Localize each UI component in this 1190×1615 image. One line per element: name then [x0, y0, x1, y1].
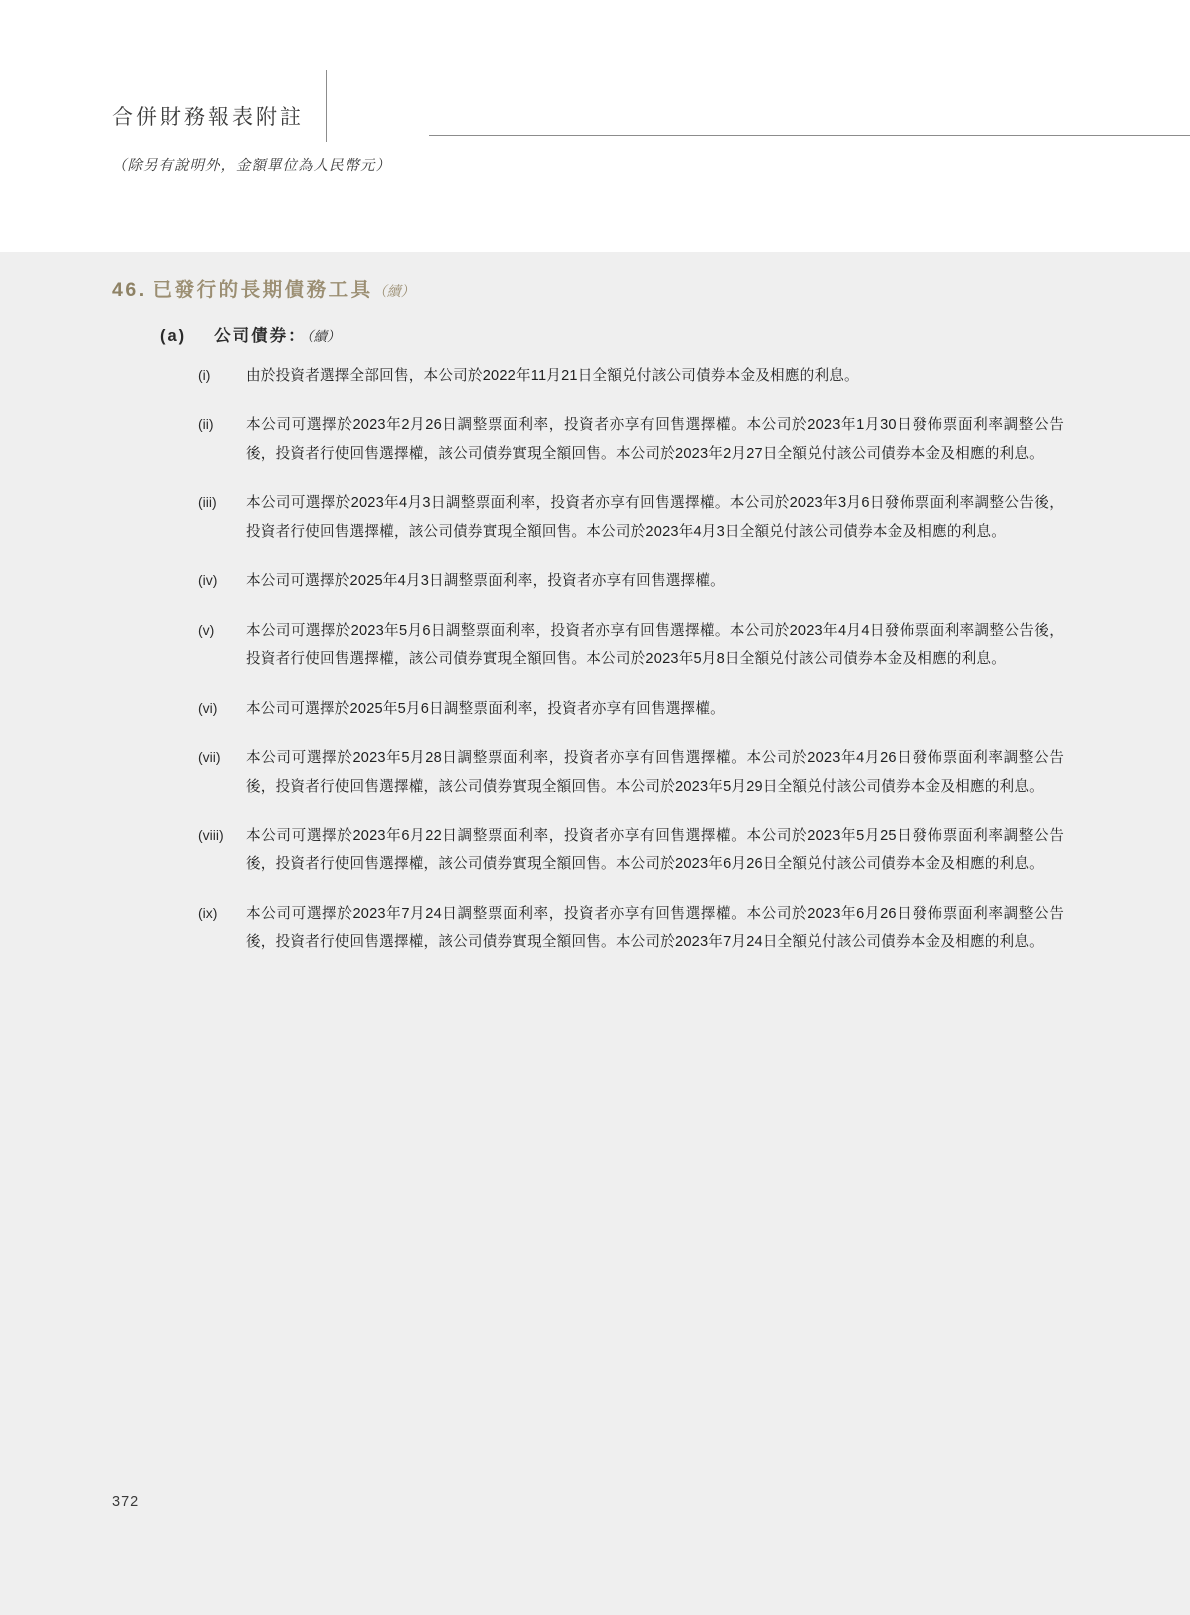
list-item-text: 本公司可選擇於2023年6月22日調整票面利率，投資者亦享有回售選擇權。本公司於2023年5月25日發佈票面利率調整公告後，投資者行使回售選擇權，該公司債券實現全額回售。本公司於2023年6月26日全額兑付該公司債券本金及相應的利息。 — [246, 827, 1064, 873]
list-item — [198, 617, 1064, 674]
header-inner — [112, 70, 1112, 174]
note-item-list — [198, 362, 1064, 978]
list-item — [198, 362, 1064, 390]
list-item — [198, 567, 1064, 595]
page-header — [0, 0, 1190, 252]
list-item-marker: (i) — [198, 367, 211, 383]
header-vertical-rule — [326, 70, 327, 142]
list-item-marker: (vi) — [198, 699, 218, 716]
list-item — [198, 411, 1064, 468]
list-item-marker: (ii) — [198, 416, 214, 433]
list-item-marker: (ix) — [198, 904, 218, 921]
list-item-marker: (viii) — [198, 826, 224, 843]
list-item — [198, 695, 1064, 723]
note-section-label: 公司債券： — [214, 327, 307, 345]
note-section-heading — [160, 322, 340, 346]
header-title-row — [112, 70, 1112, 142]
list-item-marker: (iii) — [198, 494, 217, 511]
note-continued-marker: （續） — [372, 283, 415, 299]
page-body — [0, 252, 1190, 1615]
list-item — [198, 900, 1064, 957]
note-number: 46. — [112, 279, 147, 301]
page-number: 372 — [112, 1494, 140, 1510]
header-subtitle: （除另有說明外，金額單位為人民幣元） — [112, 158, 391, 174]
note-title-text: 已發行的長期債務工具 — [152, 279, 373, 301]
list-item-text: 本公司可選擇於2023年5月6日調整票面利率，投資者亦享有回售選擇權。本公司於2023年4月4日發佈票面利率調整公告後，投資者行使回售選擇權，該公司債券實現全額回售。本公司於2023年5月8日全額兑付該公司債券本金及相應的利息。 — [246, 622, 1064, 668]
header-horizontal-rule — [429, 135, 1190, 136]
list-item-text: 由於投資者選擇全部回售，本公司於2022年11月21日全額兑付該公司債券本金及相應的利息。 — [246, 368, 859, 384]
list-item-text: 本公司可選擇於2023年5月28日調整票面利率，投資者亦享有回售選擇權。本公司於2023年4月26日發佈票面利率調整公告後，投資者行使回售選擇權，該公司債券實現全額回售。本公司於2023年5月29日全額兑付該公司債券本金及相應的利息。 — [246, 750, 1064, 795]
list-item — [198, 822, 1064, 879]
list-item-text: 本公司可選擇於2023年4月3日調整票面利率，投資者亦享有回售選擇權。本公司於2023年3月6日發佈票面利率調整公告後，投資者行使回售選擇權，該公司債券實現全額回售。本公司於2023年4月3日全額兑付該公司債券本金及相應的利息。 — [246, 495, 1064, 540]
list-item-marker: (v) — [198, 621, 215, 638]
list-item-text: 本公司可選擇於2025年4月3日調整票面利率，投資者亦享有回售選擇權。 — [246, 573, 725, 590]
list-item-text: 本公司可選擇於2025年5月6日調整票面利率，投資者亦享有回售選擇權。 — [246, 700, 725, 717]
list-item — [198, 489, 1064, 546]
note-section-continued-marker: （續） — [306, 329, 341, 344]
list-item — [198, 744, 1064, 801]
note-section-marker: (a) — [160, 327, 187, 345]
list-item-marker: (vii) — [198, 749, 221, 766]
page-header-title: 合併財務報表附註 — [112, 105, 304, 129]
list-item-text: 本公司可選擇於2023年7月24日調整票面利率，投資者亦享有回售選擇權。本公司於2023年6月26日發佈票面利率調整公告後，投資者行使回售選擇權，該公司債券實現全額回售。本公司於2023年7月24日全額兑付該公司債券本金及相應的利息。 — [246, 905, 1064, 951]
note-heading — [112, 274, 415, 302]
list-item-marker: (iv) — [198, 572, 218, 589]
list-item-text: 本公司可選擇於2023年2月26日調整票面利率，投資者亦享有回售選擇權。本公司於2023年1月30日發佈票面利率調整公告後，投資者行使回售選擇權，該公司債券實現全額回售。本公司於2023年2月27日全額兑付該公司債券本金及相應的利息。 — [246, 417, 1064, 462]
